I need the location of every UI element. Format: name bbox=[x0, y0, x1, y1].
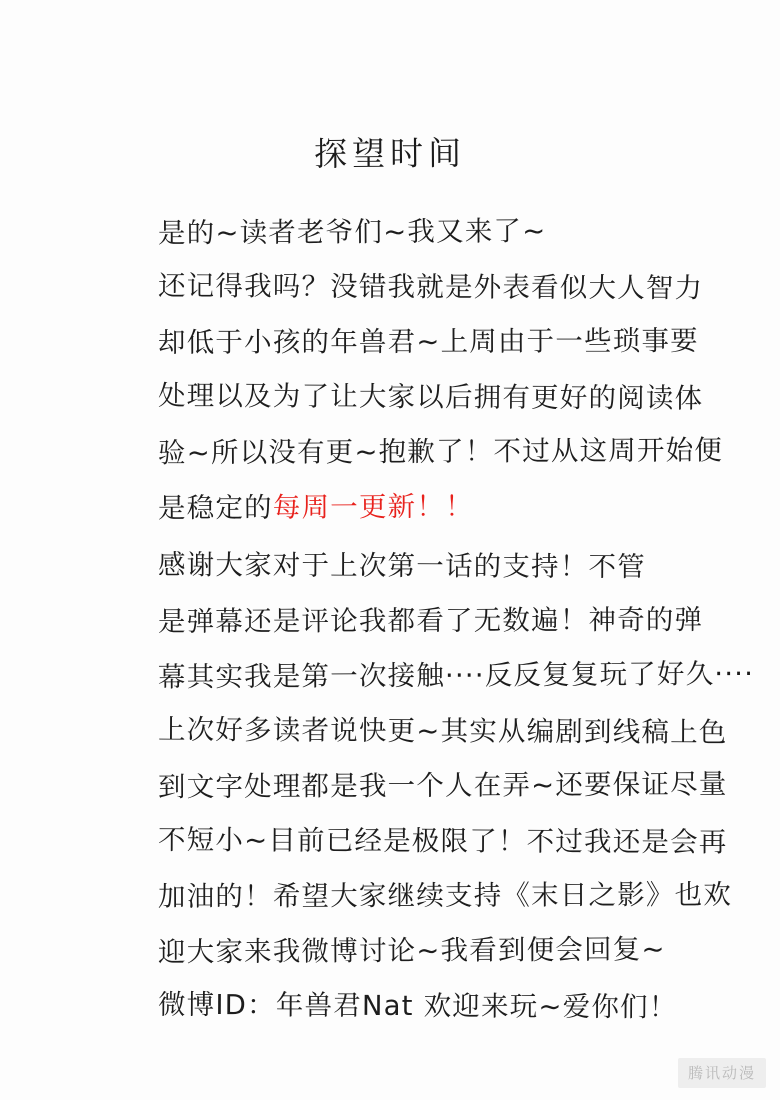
paragraph-1-line-6 bbox=[66, 478, 726, 537]
paragraph-2-line-4: 上次好多读者说快更~其实从编剧到线稿上色 bbox=[157, 713, 728, 749]
paragraph-2-line-5: 到文字处理都是我一个人在弄~还要保证尽量 bbox=[157, 768, 728, 804]
paragraph-1 bbox=[66, 205, 726, 535]
paragraph-1-line-5: 验~所以没有更~抱歉了！不过从这周开始便 bbox=[157, 434, 724, 470]
paragraph-2-line-3: 幕其实我是第一次接触····反反复复玩了好久···· bbox=[157, 657, 755, 694]
note-body bbox=[66, 205, 755, 1038]
weibo-id-line: 微博ID：年兽君Nat 欢迎来玩~爱你们！ bbox=[157, 988, 678, 1024]
paragraph-2-line-1: 感谢大家对于上次第一话的支持！不管 bbox=[157, 548, 646, 584]
paragraph-2-line-2: 是弹幕还是评论我都看了无数遍！神奇的弹 bbox=[157, 603, 704, 638]
paragraph-2-line-8: 迎大家来我微博讨论~我看到便会回复~ bbox=[157, 933, 666, 969]
page-title: 探望时间 bbox=[313, 133, 467, 174]
paragraph-1-line-6-text: 是稳定的 bbox=[157, 491, 273, 525]
paragraph-1-line-3: 却低于小孩的年兽君~上周由于一些琐事要 bbox=[157, 324, 699, 359]
paragraph-1-line-2: 还记得我吗？没错我就是外表看似大人智力 bbox=[157, 269, 704, 305]
update-schedule-highlight: 每周一更新！！ bbox=[272, 490, 474, 524]
watermark-badge: 腾讯动漫 bbox=[678, 1058, 766, 1088]
paragraph-2-line-7: 加油的！希望大家继续支持《末日之影》也欢 bbox=[157, 878, 733, 913]
paragraph-2-line-6: 不短小~目前已经是极限了！不过我还是会再 bbox=[157, 823, 728, 859]
paragraph-1-line-4: 处理以及为了让大家以后拥有更好的阅读体 bbox=[157, 379, 704, 415]
paragraph-2 bbox=[66, 539, 755, 1034]
paragraph-1-line-1: 是的~读者老爷们~我又来了~ bbox=[157, 215, 547, 250]
